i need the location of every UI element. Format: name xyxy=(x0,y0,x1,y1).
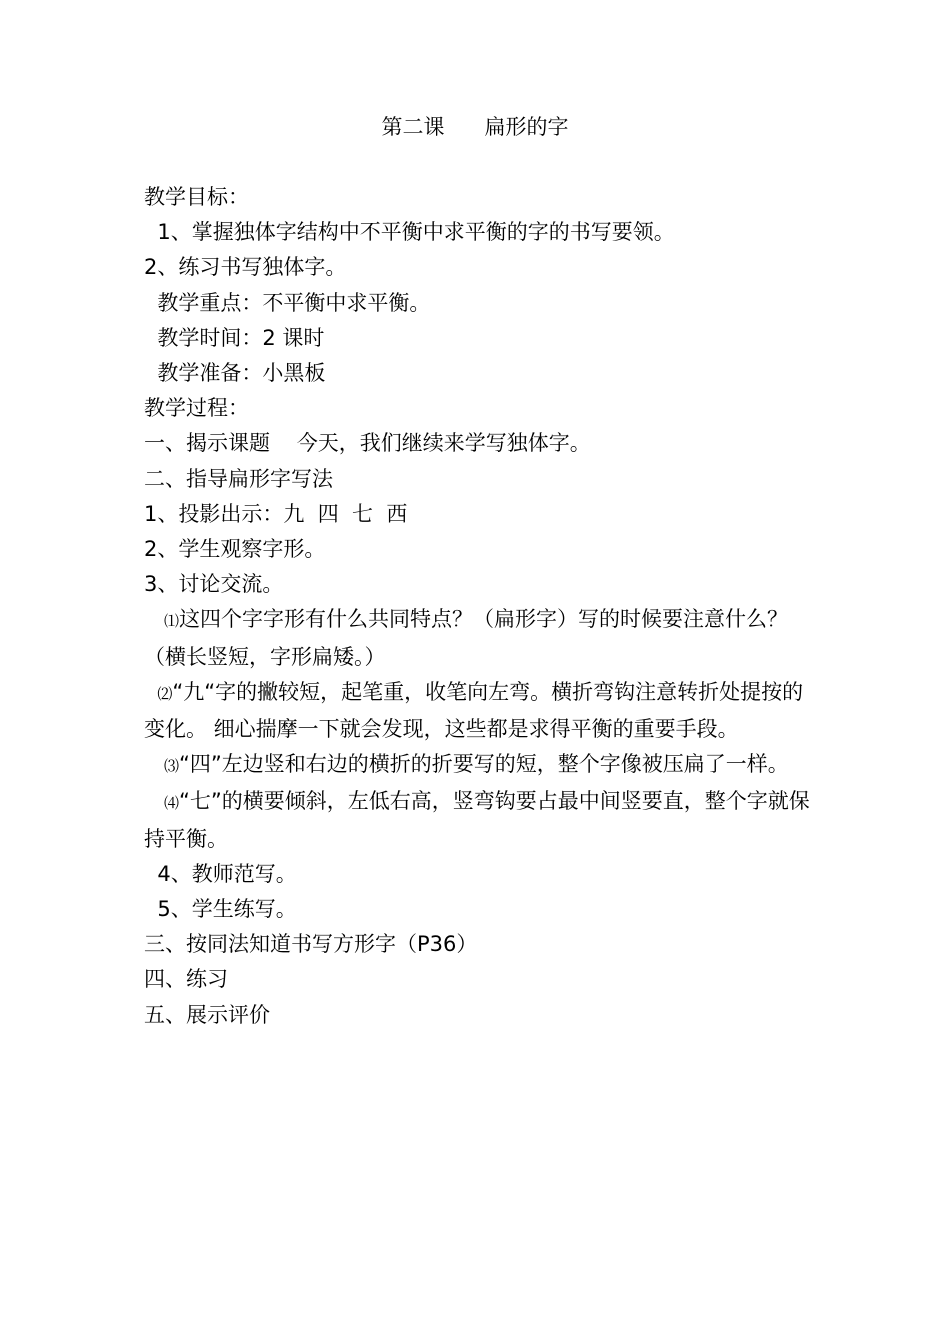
text-line: 教学目标： xyxy=(144,185,249,209)
text-line: 二、指导扁形字写法 xyxy=(144,466,333,491)
text-line: 5、学生练写。 xyxy=(144,897,297,922)
text-line: 一、揭示课题 今天，我们继续来学写独体字。 xyxy=(144,431,591,456)
item-number: ⑶ xyxy=(164,757,180,776)
text-line: 教学准备：小黑板 xyxy=(144,361,326,386)
item-indent xyxy=(144,607,164,631)
item-number: ⑷ xyxy=(164,794,180,813)
text-line: 1、投影出示：九 四 七 西 xyxy=(144,501,408,526)
item-indent xyxy=(144,789,164,813)
text-line: 2、学生观察字形。 xyxy=(144,537,326,562)
item-text: “四”左边竖和右边的横折的折要写的短，整个字像被压扁了一样。 xyxy=(179,752,789,777)
text-line: 3、讨论交流。 xyxy=(144,572,284,597)
page-title: 第二课 扁形的字 xyxy=(381,115,569,139)
text-line: 教学重点：不平衡中求平衡。 xyxy=(144,290,431,315)
text-line: 教学过程： xyxy=(144,396,249,421)
item-indent xyxy=(144,680,157,704)
text-line: 四、练习 xyxy=(144,967,228,992)
discussion-item xyxy=(144,675,810,747)
text-line: 2、练习书写独体字。 xyxy=(144,255,347,280)
text-line: 教学时间：2 课时 xyxy=(144,325,325,350)
text-line: 三、按同法知道书写方形字（P36） xyxy=(144,932,478,957)
item-text: “九“字的撇较短，起笔重，收笔向左弯。横折弯钩注意转折处提按的变化。 细心揣摩一下就会发现，这些都是求得平衡的重要手段。 xyxy=(144,679,804,742)
discussion-item xyxy=(144,602,810,674)
text-line: 4、教师范写。 xyxy=(144,861,297,886)
item-number: ⑴ xyxy=(164,612,180,631)
item-number: ⑵ xyxy=(157,684,173,703)
discussion-item xyxy=(144,747,810,784)
document-body xyxy=(144,180,810,1033)
text-line: 五、展示评价 xyxy=(144,1002,270,1027)
item-indent xyxy=(144,752,164,776)
text-line: 1、掌握独体字结构中不平衡中求平衡的字的书写要领。 xyxy=(144,220,675,245)
item-text: “七”的横要倾斜，左低右高，竖弯钩要占最中间竖要直，整个字就保持平衡。 xyxy=(144,789,810,851)
discussion-item xyxy=(144,784,810,856)
item-text: 这四个字字形有什么共同特点？（扁形字）写的时候要注意什么？（横长竖短，字形扁矮。） xyxy=(144,607,789,669)
